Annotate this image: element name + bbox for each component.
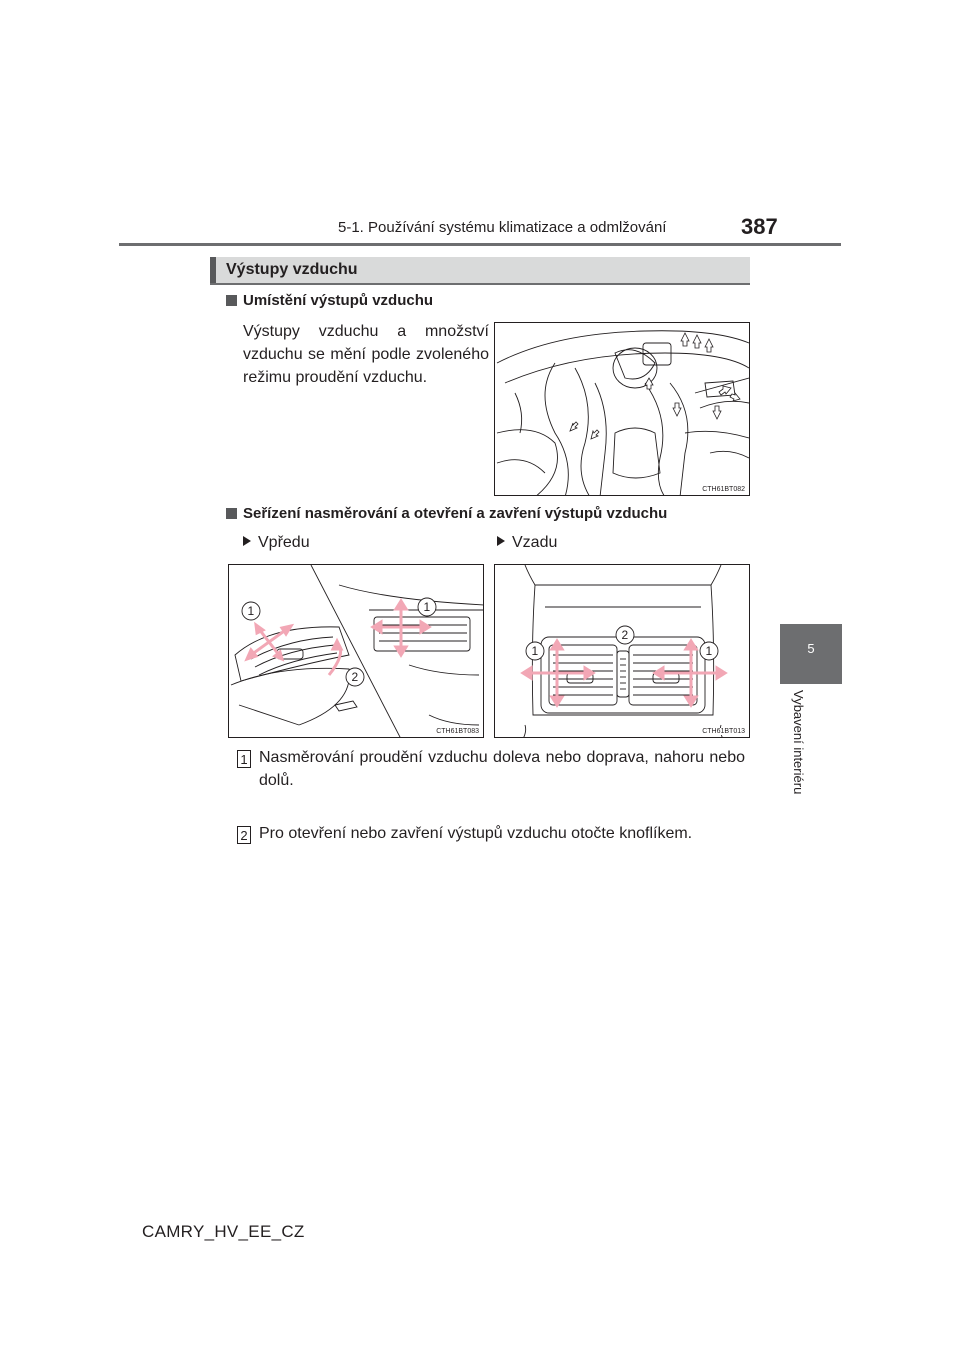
chapter-tab: 5 (780, 624, 842, 684)
figure-code-rear: CTH61BT013 (702, 728, 745, 735)
figure-code-front: CTH61BT083 (436, 728, 479, 735)
triangle-bullet-icon (243, 536, 251, 546)
item-2-number (237, 826, 251, 845)
subsection-heading-location-text: Umístění výstupů vzduchu (243, 292, 434, 309)
callout-1-rear-left: 1 (531, 644, 539, 658)
figure-front-vents (228, 564, 484, 738)
front-label (243, 534, 310, 552)
callout-1-front-center: 1 (423, 600, 431, 614)
callout-2-front: 2 (351, 670, 359, 684)
item-1-text: Nasměrování proudění vzduchu doleva nebo doprava, nahoru nebo dolů. (259, 749, 745, 789)
item-1-number-box: 1 (237, 750, 251, 768)
section-title: Výstupy vzduchu (226, 261, 358, 278)
running-header-title: 5-1. Používání systému klimatizace a odmlžování (338, 219, 667, 236)
callout-1-rear-right: 1 (705, 644, 713, 658)
item-2-text: Pro otevření nebo zavření výstupů vzduchu otočte knoflíkem. (259, 825, 693, 842)
section-heading-bar (210, 257, 750, 285)
callout-2-rear: 2 (621, 628, 629, 642)
square-bullet-icon (226, 508, 237, 519)
figure-rear-vents (494, 564, 750, 738)
section-bar-accent (210, 257, 216, 283)
square-bullet-icon (226, 295, 237, 306)
header-rule (119, 243, 841, 246)
rear-label-text: Vzadu (512, 534, 558, 551)
item-1-number (237, 750, 251, 769)
chapter-side-label: Vybavení interiéru (791, 690, 806, 795)
figure-code-location: CTH61BT082 (702, 486, 745, 493)
front-vents-illustration (229, 565, 484, 738)
subsection-heading-adjust-text: Seřízení nasměrování a otevření a zavření výstupů vzduchu (243, 505, 668, 522)
location-paragraph: Výstupy vzduchu a množství vzduchu se mění podle zvoleného režimu proudění vzduchu. (243, 323, 489, 386)
subsection-heading-location (226, 292, 433, 309)
subsection-heading-adjust (226, 505, 667, 522)
footer-document-code: CAMRY_HV_EE_CZ (142, 1222, 305, 1241)
triangle-bullet-icon (497, 536, 505, 546)
figure-vent-locations (494, 322, 750, 496)
car-interior-illustration (495, 323, 750, 496)
page-number: 387 (741, 214, 778, 239)
item-2-number-box: 2 (237, 826, 251, 844)
rear-label (497, 534, 557, 552)
front-label-text: Vpředu (258, 534, 310, 551)
rear-vents-illustration (495, 565, 750, 738)
callout-1-front-left: 1 (247, 604, 255, 618)
